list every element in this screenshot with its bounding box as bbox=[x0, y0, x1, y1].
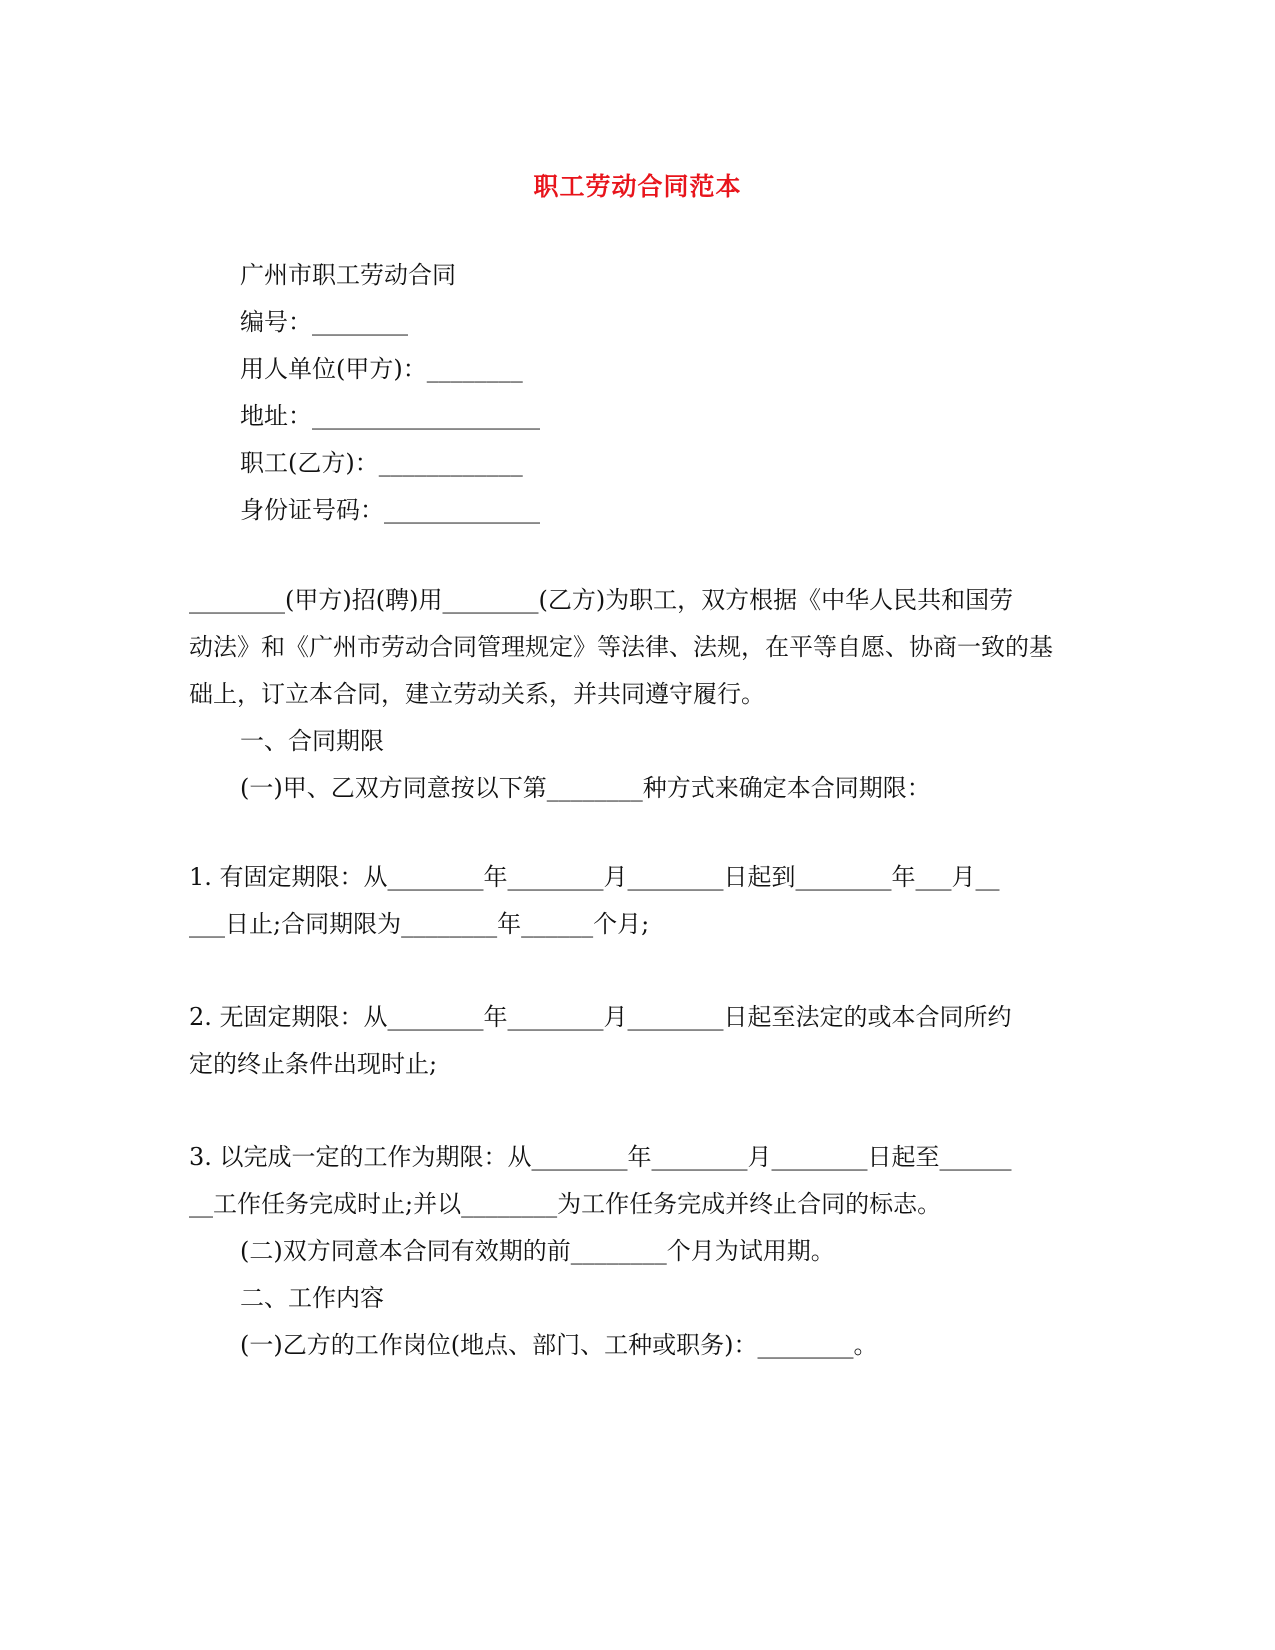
preamble-line: ________(甲方)招(聘)用________(乙方)为职工，双方根据《中华人民共和国劳 bbox=[189, 586, 1014, 614]
clause-line: (一)乙方的工作岗位(地点、部门、工种或职务)：________。 bbox=[240, 1331, 878, 1359]
option-line: ___日止;合同期限为________年______个月; bbox=[189, 910, 650, 938]
option-line: 2. 无固定期限：从________年________月________日起至法定的或本合同所约 bbox=[189, 1003, 1012, 1031]
option-line: 定的终止条件出现时止; bbox=[189, 1050, 438, 1078]
preamble-line: 动法》和《广州市劳动合同管理规定》等法律、法规，在平等自愿、协商一致的基 bbox=[189, 633, 1053, 661]
contract-name-line: 广州市职工劳动合同 bbox=[240, 261, 456, 289]
address-line: 地址：___________________ bbox=[240, 402, 540, 430]
option-line: __工作任务完成时止;并以________为工作任务完成并终止合同的标志。 bbox=[189, 1190, 942, 1218]
employer-line: 用人单位(甲方)：________ bbox=[240, 355, 523, 383]
clause-line: (一)甲、乙双方同意按以下第________种方式来确定本合同期限： bbox=[240, 774, 931, 802]
option-line: 3. 以完成一定的工作为期限：从________年________月________日起至______ bbox=[189, 1143, 1012, 1171]
document-title: 职工劳动合同范本 bbox=[533, 172, 742, 201]
option-line: 1. 有固定期限：从________年________月________日起到________年___月__ bbox=[189, 863, 1000, 891]
clause-line: (二)双方同意本合同有效期的前________个月为试用期。 bbox=[240, 1237, 835, 1265]
section-heading: 二、工作内容 bbox=[240, 1284, 384, 1312]
id-number-line: 身份证号码：_____________ bbox=[240, 496, 540, 524]
employee-line: 职工(乙方)：____________ bbox=[240, 449, 523, 477]
preamble-line: 础上，订立本合同，建立劳动关系，并共同遵守履行。 bbox=[189, 680, 765, 708]
contract-number-line: 编号：________ bbox=[240, 308, 408, 336]
section-heading: 一、合同期限 bbox=[240, 727, 384, 755]
